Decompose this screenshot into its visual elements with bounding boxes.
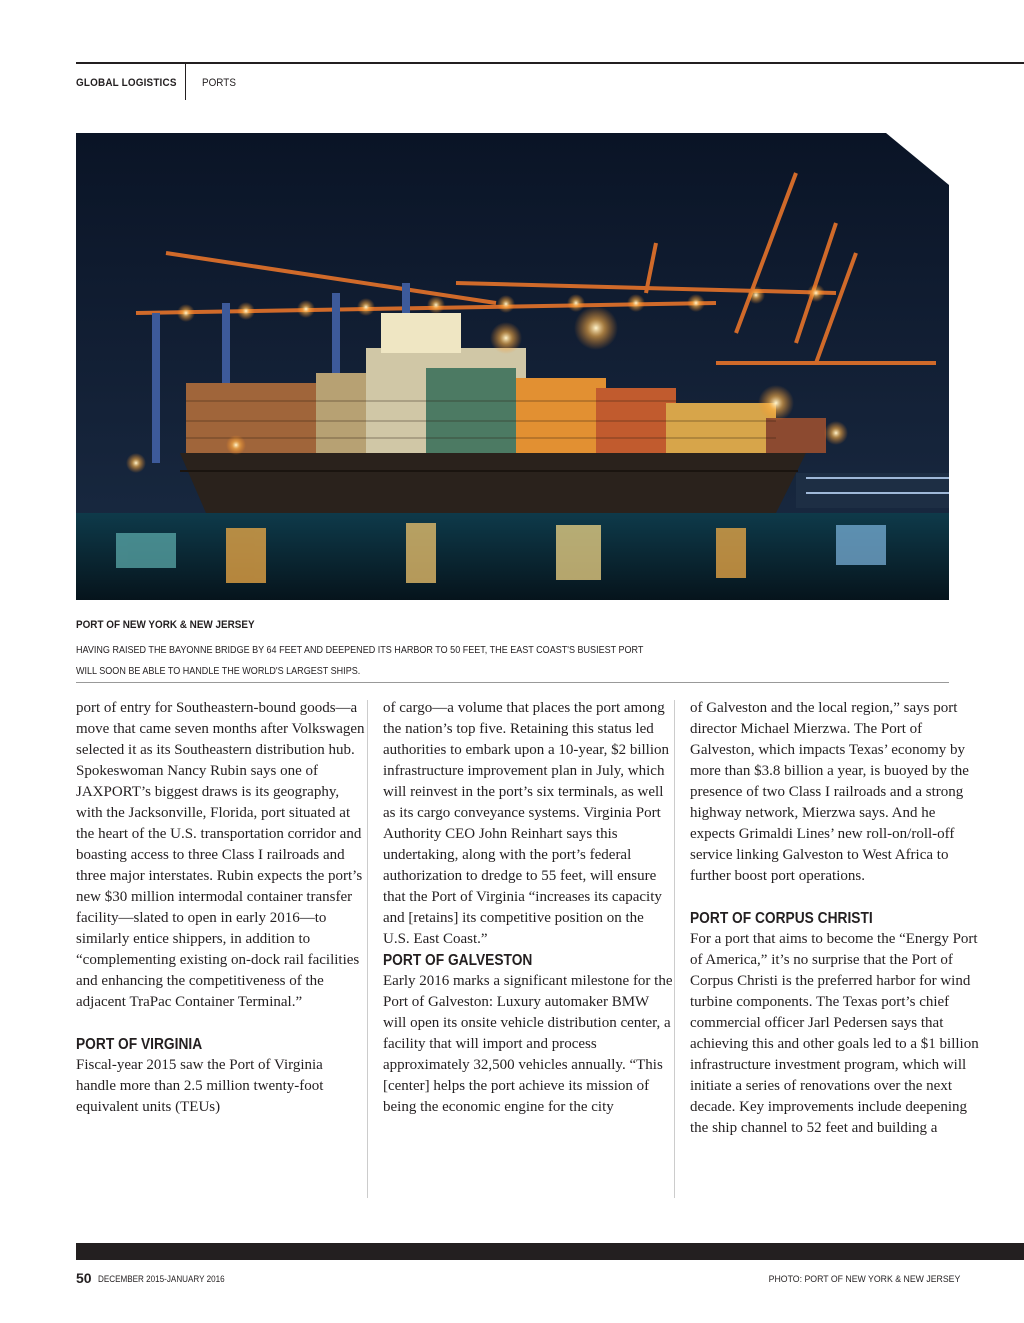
page-number: 50 [76, 1270, 92, 1286]
caption-text: HAVING RAISED THE BAYONNE BRIDGE BY 64 FEET AND DEEPENED ITS HARBOR TO 50 FEET, THE EAST COAST'S BUSIEST PORT WILL SOON BE ABLE TO HANDLE THE WORLD'S LARGEST SHIPS. [76, 644, 644, 677]
caption-title: PORT OF NEW YORK & NEW JERSEY [76, 619, 255, 631]
subhead-port-of-galveston: PORT OF GALVESTON [383, 952, 533, 969]
article-paragraph: Fiscal-year 2015 saw the Port of Virginia handle more than 2.5 million twenty-foot equivalent units (TEUs) [76, 1057, 324, 1115]
column-divider [674, 700, 675, 1198]
header-divider [185, 64, 186, 100]
article-paragraph: of Galveston and the local region,” says port director Michael Mierzwa. The Port of Galveston, which impacts Texas’ economy by more than $3.8 billion a year, is buoyed by the presence of two Class I railroads and a strong highway network, Mierzwa says. And he expects Grimaldi Lines’ new roll-on/roll-off service linking Galveston to West Africa to further boost port operations. [690, 700, 969, 884]
article-column-1 [76, 698, 366, 1118]
caption-rule [76, 682, 949, 683]
section-label: GLOBAL LOGISTICS [76, 77, 177, 89]
subhead-port-of-corpus-christi: PORT OF CORPUS CHRISTI [690, 910, 873, 927]
issue-date: DECEMBER 2015-JANUARY 2016 [98, 1274, 225, 1284]
footer-bar [76, 1243, 1024, 1260]
article-paragraph: For a port that aims to become the “Energy Port of America,” it’s no surprise that the Port of Corpus Christi is the preferred harbor for wind turbine components. The Texas port’s chief commercial officer Jarl Pedersen says that achieving this and other goals led to a $1 billion infrastructure investment program, which will initiate a series of renovations over the next decade. Key improvements include deepening the ship channel to 52 feet and building a [690, 931, 979, 1136]
article-paragraph: of cargo—a volume that places the port among the nation’s top five. Retaining this status led authorities to embark upon a 10-year, $2 billion infrastructure improvement plan in July, which will reinvest in the port’s six terminals, as well as its cargo conveyance systems. Virginia Port Authority CEO John Reinhart says this undertaking, along with the port’s federal authorization to dredge to 55 feet, will ensure that the Port of Virginia “increases its capacity and [retains] its competitive position on the U.S. East Coast.” [383, 700, 669, 947]
subhead-port-of-virginia: PORT OF VIRGINIA [76, 1036, 203, 1053]
article-column-3 [690, 698, 980, 1139]
port-photo [76, 133, 949, 600]
photo-credit: PHOTO: PORT OF NEW YORK & NEW JERSEY [768, 1274, 960, 1285]
subsection-label: PORTS [202, 77, 236, 89]
article-paragraph: Early 2016 marks a significant milestone for the Port of Galveston: Luxury automaker BMW will open its onsite vehicle distribution center, a facility that will import and process approximately 32,500 vehicles annually. “This [center] helps the port achieve its mission of being the economic engine for the city [383, 973, 673, 1115]
article-paragraph: port of entry for Southeastern-bound goods—a move that came seven months after Volkswagen selected it as its Southeastern distribution hub. Spokeswoman Nancy Rubin says one of JAXPORT’s biggest draws is its geography, with the Jacksonville, Florida, port situated at the heart of the U.S. transportation corridor and boasting access to three Class I railroads and three major interstates. Rubin expects the port’s new $30 million intermodal container transfer facility—slated to open in early 2016—to similarly entice shippers, in addition to “complementing existing on-dock rail facilities and enhancing the competitiveness of the adjacent TraPac Container Terminal.” [76, 700, 365, 1010]
header-rule [76, 62, 1024, 64]
column-divider [367, 700, 368, 1198]
article-column-2 [383, 698, 673, 1118]
